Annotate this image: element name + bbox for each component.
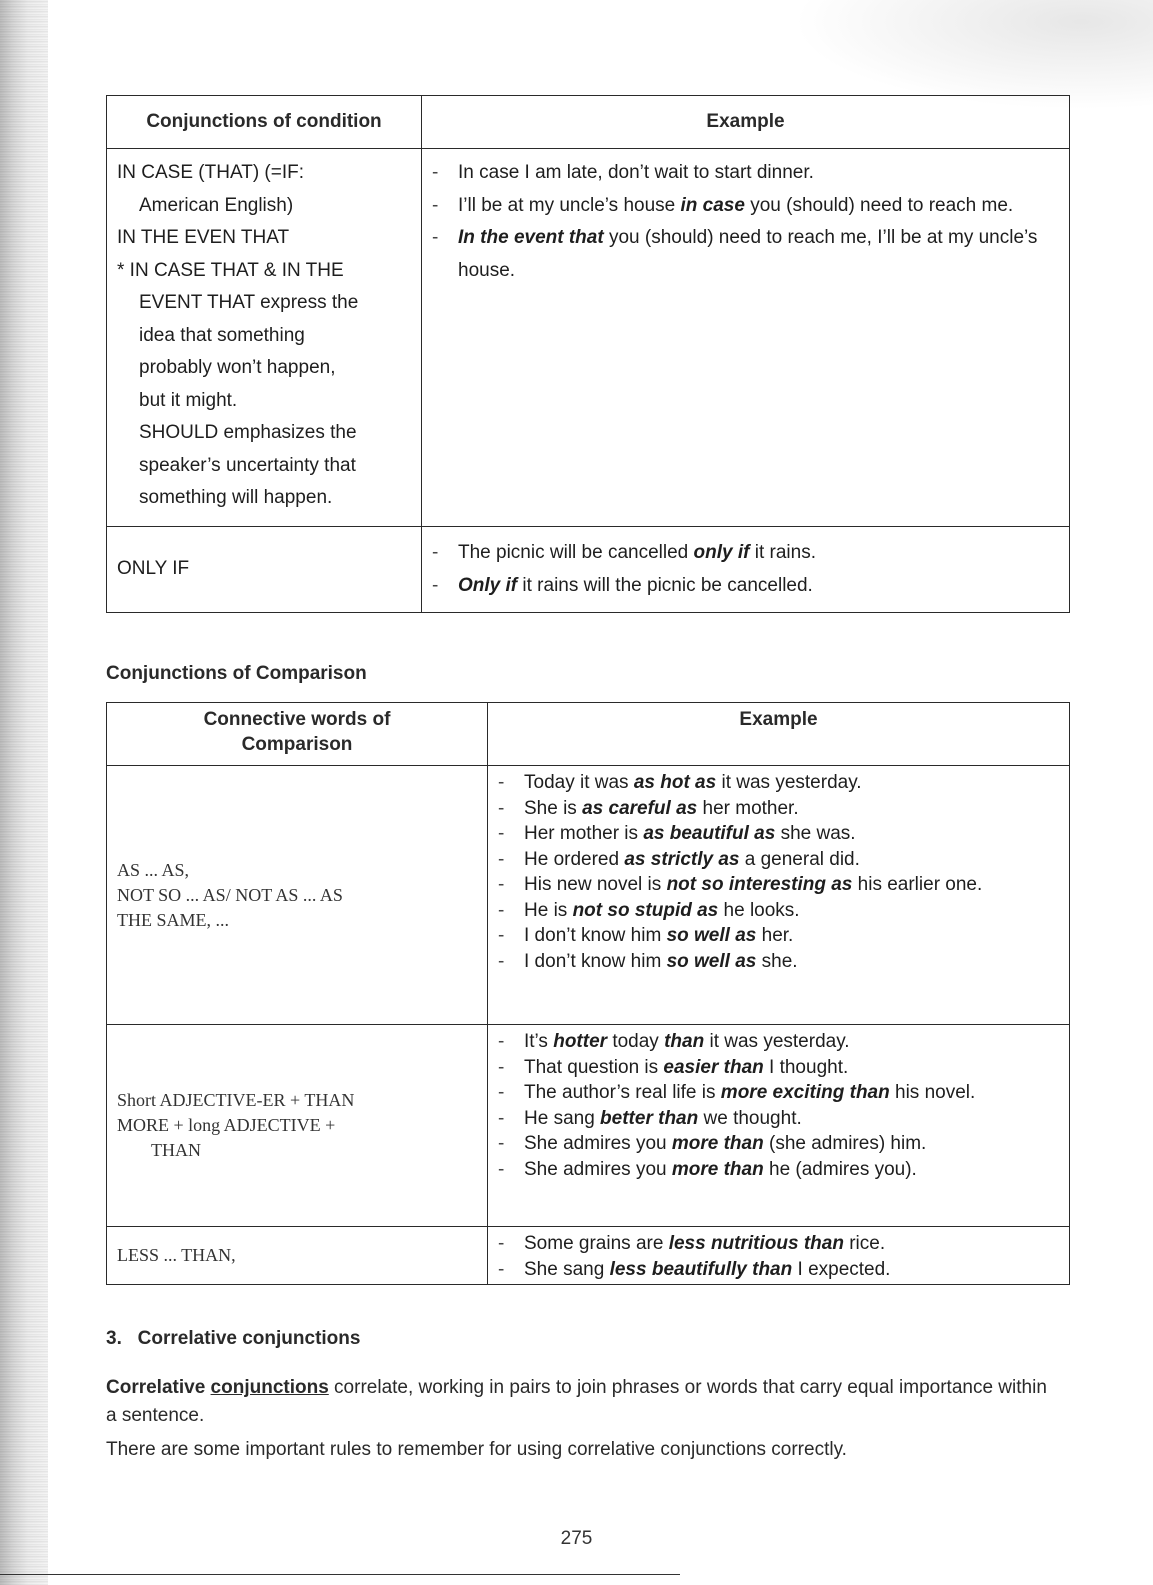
page-number: 275	[560, 1528, 593, 1549]
comparison-section-title: Conjunctions of Comparison	[106, 663, 367, 684]
comparison-header-left: Connective words of Comparison	[107, 703, 488, 766]
condition-cell-only-if	[107, 527, 422, 613]
comparison-cell-less-than: LESS ... THAN,	[107, 1227, 488, 1285]
condition-line: IN CASE (THAT) (=IF:	[117, 162, 305, 183]
condition-line: idea that something	[139, 324, 305, 346]
condition-header-right: Example	[422, 96, 1070, 149]
example-item: - Only if it rains will the picnic be cancelled.	[432, 574, 813, 596]
example-item: - His new novel is not so interesting as his earlier one.	[498, 874, 983, 895]
example-item: - I don’t know him so well as her.	[498, 925, 794, 946]
example-item: - In the event that you (should) need to reach me, I’ll be at my uncle’s house.	[432, 227, 1038, 281]
example-item: - That question is easier than I thought.	[498, 1056, 849, 1078]
example-item: - He sang better than we thought.	[498, 1107, 802, 1129]
comparison-examples-as-as	[488, 766, 1070, 1025]
example-item: - It’s hotter today than it was yesterday.	[498, 1031, 850, 1052]
condition-cell-in-case	[107, 149, 422, 527]
page-bottom-rule	[0, 1574, 680, 1575]
condition-line: probably won’t happen,	[139, 357, 336, 378]
condition-line: but it might.	[139, 389, 238, 411]
condition-table	[106, 95, 1070, 613]
example-item: - She sang less beautifully than I expected.	[498, 1258, 891, 1280]
scan-corner-shadow	[793, 0, 1153, 110]
condition-line: EVENT THAT express the	[139, 292, 359, 313]
example-item: - Today it was as hot as it was yesterday.	[498, 772, 862, 793]
example-item: - I’ll be at my uncle’s house in case you (should) need to reach me.	[432, 194, 1014, 216]
example-item: - She admires you more than (she admires) him.	[498, 1133, 927, 1154]
condition-examples-only-if	[422, 527, 1070, 613]
correlative-definition-paragraph	[106, 1374, 1061, 1430]
comparison-examples-less-than	[488, 1227, 1070, 1285]
scan-edge-shadow	[0, 0, 48, 1585]
example-item: - The picnic will be cancelled only if it rains.	[432, 542, 816, 563]
condition-line: ONLY IF	[117, 558, 190, 580]
section-3-heading: 3. Correlative conjunctions	[106, 1328, 361, 1349]
condition-examples-in-case	[422, 149, 1070, 527]
example-item: - I don’t know him so well as she.	[498, 950, 798, 972]
comparison-cell-as-as: AS ... AS, NOT SO ... AS/ NOT AS ... AS THE SAME, ...	[107, 766, 488, 1025]
example-item: - She is as careful as her mother.	[498, 797, 799, 819]
condition-header-left: Conjunctions of condition	[107, 96, 422, 149]
comparison-examples-er-than	[488, 1025, 1070, 1227]
example-item: - Her mother is as beautiful as she was.	[498, 823, 856, 844]
condition-line: IN THE EVEN THAT	[117, 227, 290, 248]
condition-line: * IN CASE THAT & IN THE	[117, 259, 344, 281]
condition-line: speaker’s uncertainty that	[139, 454, 356, 476]
conjunctions-link[interactable]: conjunctions	[210, 1377, 329, 1398]
example-item: - He ordered as strictly as a general did.	[498, 848, 860, 870]
condition-line: American English)	[139, 194, 294, 216]
example-item: - Some grains are less nutritious than rice.	[498, 1233, 886, 1254]
example-item: - The author’s real life is more exciting than his novel.	[498, 1082, 976, 1103]
correlative-definition-text: correlate, working in pairs to join phrases or words that carry equal importance within a sentence.	[106, 1377, 1047, 1426]
correlative-term: Correlative	[106, 1377, 211, 1398]
example-item: - He is not so stupid as he looks.	[498, 899, 800, 921]
comparison-table	[106, 702, 1070, 1285]
comparison-header-right: Example	[488, 703, 1070, 766]
example-item: - In case I am late, don’t wait to start dinner.	[432, 162, 814, 183]
comparison-cell-er-than: Short ADJECTIVE-ER + THAN MORE + long ADJECTIVE + THAN	[107, 1025, 488, 1227]
example-item: - She admires you more than he (admires you).	[498, 1158, 917, 1180]
condition-line: something will happen.	[139, 487, 333, 508]
correlative-rules-paragraph: There are some important rules to remember for using correlative conjunctions correctly.	[106, 1439, 847, 1460]
condition-line: SHOULD emphasizes the	[139, 422, 357, 443]
